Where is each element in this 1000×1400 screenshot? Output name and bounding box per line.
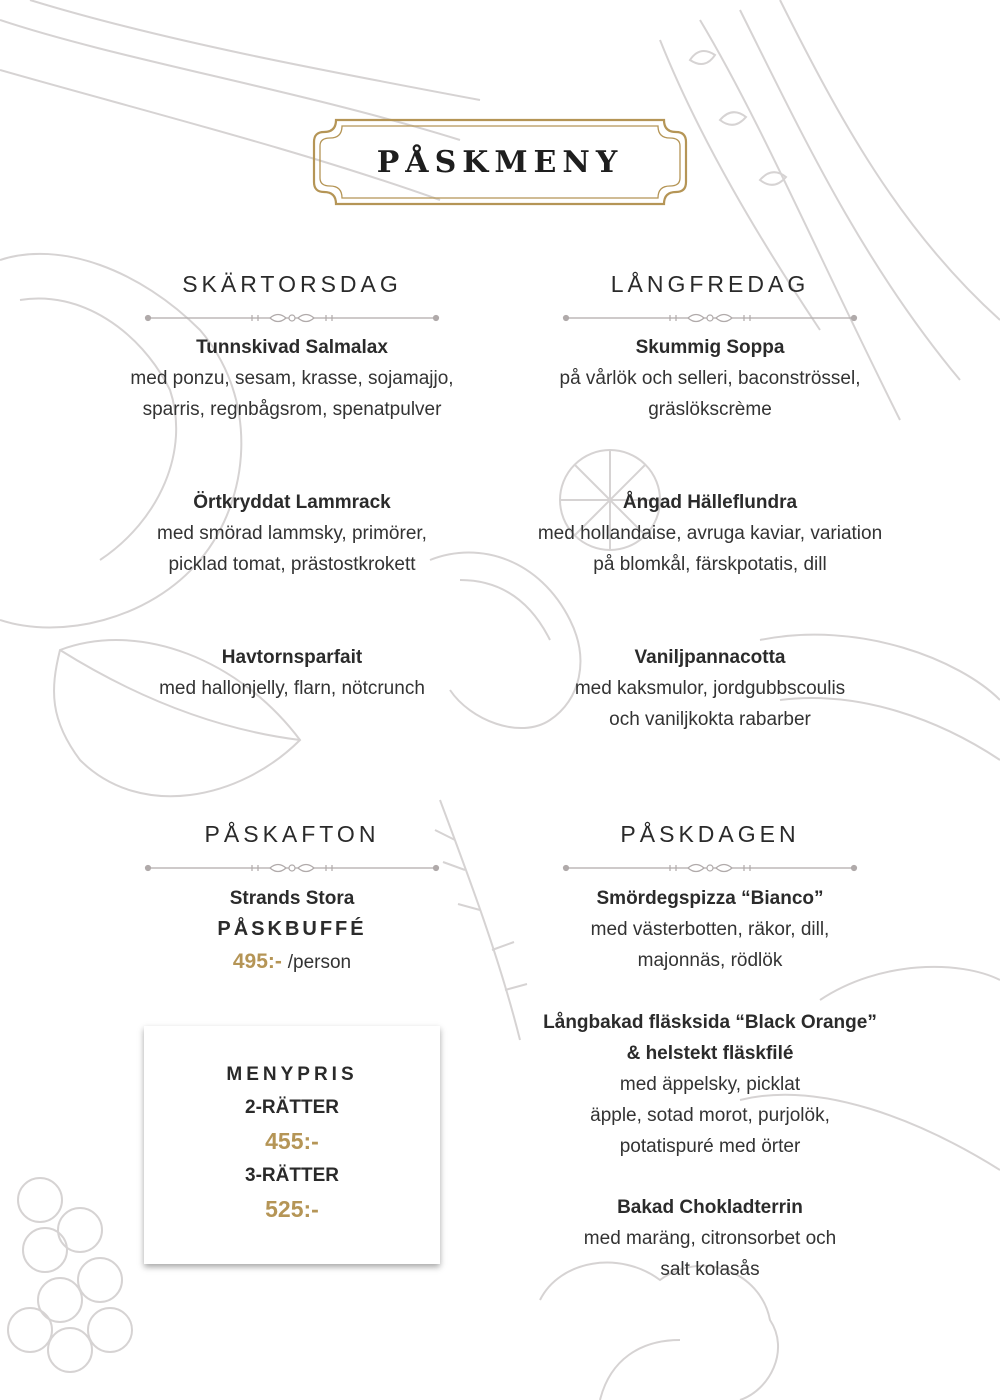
dish-salmalax: [82, 332, 502, 425]
dish-description: gräslökscrème: [648, 399, 772, 420]
ornament-divider-icon: [562, 861, 858, 875]
dish-name: Långbakad fläsksida “Black Orange”: [543, 1012, 877, 1033]
page-title: PÅSKMENY: [376, 144, 624, 180]
dish-flasksida: [490, 1007, 930, 1162]
ornament-divider-icon: [562, 311, 858, 325]
title-frame: [312, 118, 688, 206]
ornament-divider-icon: [144, 861, 440, 875]
dish-description: sparris, regnbågsrom, spenatpulver: [142, 399, 442, 420]
menypris-heading: MENYPRIS: [226, 1064, 358, 1085]
dish-halleflundra: [500, 487, 920, 580]
dish-description: med hollandaise, avruga kaviar, variation: [537, 523, 883, 544]
dish-lammrack: [82, 487, 502, 580]
dish-description: med västerbotten, räkor, dill,: [590, 919, 830, 940]
menypris-box: [144, 1026, 440, 1264]
menypris-three-price: 525:-: [265, 1196, 319, 1222]
menypris-two-label: 2-RÄTTER: [245, 1097, 339, 1118]
dish-description: potatispuré med örter: [619, 1136, 801, 1157]
dish-description: äpple, sotad morot, purjolök,: [590, 1105, 830, 1126]
section-heading-langfredag: LÅNGFREDAG: [610, 271, 810, 297]
dish-name: Smördegspizza “Bianco”: [596, 888, 824, 909]
buffet-title: Strands Stora: [229, 888, 355, 909]
dish-description: med äppelsky, picklat: [619, 1074, 801, 1095]
section-heading-paskafton: PÅSKAFTON: [204, 821, 380, 847]
dish-name: Ångad Hälleflundra: [622, 492, 798, 513]
dish-description: majonnäs, rödlök: [637, 950, 783, 971]
section-heading-paskdagen: PÅSKDAGEN: [620, 821, 800, 847]
buffet-price: 495:-: [232, 950, 282, 973]
dish-description: salt kolasås: [660, 1259, 760, 1280]
dish-description: med kaksmulor, jordgubbscoulis: [574, 678, 846, 699]
dish-name-continued: & helstekt fläskfilé: [626, 1043, 794, 1064]
buffet-price-line: [82, 945, 502, 980]
dish-description: och vaniljkokta rabarber: [609, 709, 811, 730]
dish-description: med hallonjelly, flarn, nötcrunch: [159, 678, 425, 699]
menypris-three-label: 3-RÄTTER: [245, 1165, 339, 1186]
dish-name: Vaniljpannacotta: [634, 647, 786, 668]
dish-description: med ponzu, sesam, krasse, sojamajjo,: [130, 368, 454, 389]
dish-name: Skummig Soppa: [635, 337, 785, 358]
buffet-name: PÅSKBUFFÉ: [217, 918, 367, 940]
dish-description: med smörad lammsky, primörer,: [157, 523, 427, 544]
dish-vaniljpannacotta: [500, 642, 920, 735]
dish-name: Tunnskivad Salmalax: [196, 337, 388, 358]
dish-chokladterrin: [500, 1192, 920, 1285]
dish-smordegspizza: [500, 883, 920, 976]
dish-name: Bakad Chokladterrin: [617, 1197, 803, 1218]
paskbuffe-block: [82, 883, 502, 980]
section-heading-skartorsdag: SKÄRTORSDAG: [182, 271, 402, 297]
dish-description: på vårlök och selleri, baconströssel,: [559, 368, 861, 389]
dish-soppa: [500, 332, 920, 425]
dish-description: picklad tomat, prästostkrokett: [168, 554, 416, 575]
dish-name: Örtkryddat Lammrack: [193, 492, 391, 513]
menypris-two-price: 455:-: [265, 1128, 319, 1154]
dish-name: Havtornsparfait: [221, 647, 363, 668]
dish-description: med maräng, citronsorbet och: [583, 1228, 837, 1249]
dish-description: på blomkål, färskpotatis, dill: [593, 554, 827, 575]
ornament-divider-icon: [144, 311, 440, 325]
buffet-price-unit: /person: [287, 952, 352, 973]
dish-havtornsparfait: [82, 642, 502, 704]
